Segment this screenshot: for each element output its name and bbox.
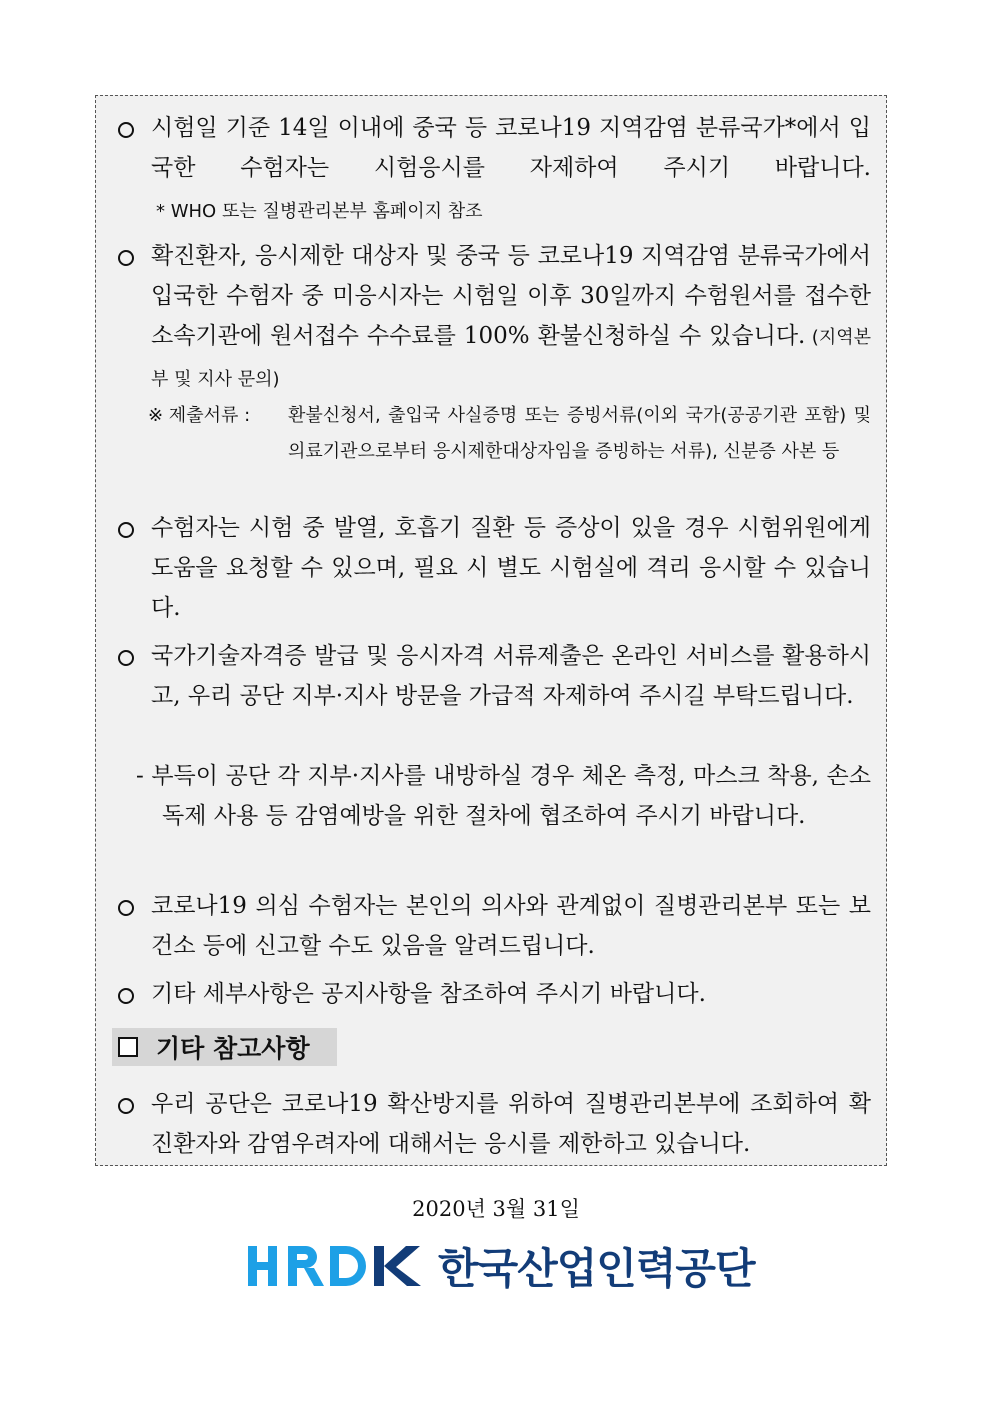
bullet-circle-icon: [118, 522, 134, 538]
submission-label: ※ 제출서류 :: [148, 405, 251, 426]
hrdk-logo-icon: [246, 1238, 424, 1294]
footnote: * WHO 또는 질병관리본부 홈페이지 참조: [156, 201, 483, 222]
square-icon: [118, 1037, 138, 1057]
notice-text: 코로나19 의심 수험자는 본인의 의사와 관계없이 질병관리본부 또는 보건소 등에 신고할 수도 있음을 알려드립니다.: [151, 893, 871, 959]
notice-paragraph: [151, 236, 871, 396]
notice-text: 확진환자, 응시제한 대상자 및 중국 등 코로나19 지역감염 분류국가에서 입국한 수험자 중 미응시자는 시험일 이후 30일까지 수험원서를 접수한 소속기관에 원서접수 수수료를 100% 환불신청하실 수 있습니다.: [151, 243, 871, 349]
visit-guideline: - 부득이 공단 각 지부·지사를 내방하실 경우 체온 측정, 마스크 착용, 손소독제 사용 등 감염예방을 위한 절차에 협조하여 주시기 바랍니다.: [136, 763, 871, 829]
bullet-circle-icon: [118, 650, 134, 666]
bullet-circle-icon: [118, 988, 134, 1004]
bullet-circle-icon: [118, 900, 134, 916]
section-heading-text: 기타 참고사항: [156, 1034, 310, 1063]
organization-name: 한국산업인력공단: [438, 1244, 755, 1293]
notice-suffix: (지역본부 및 지사 문의): [151, 327, 871, 390]
bullet-circle-icon: [118, 122, 134, 138]
notice-paragraph: [151, 108, 871, 188]
notice-paragraph: [151, 886, 871, 966]
notice-paragraph: [151, 508, 871, 628]
notice-text: 시험일 기준 14일 이내에 중국 등 코로나19 지역감염 분류국가*에서 입국한 수험자는 시험응시를 자제하여 주시기 바랍니다.: [151, 115, 871, 181]
notice-text: 수험자는 시험 중 발열, 호흡기 질환 등 증상이 있을 경우 시험위원에게 도움을 요청할 수 있으며, 필요 시 별도 시험실에 격리 응시할 수 있습니다.: [151, 515, 871, 621]
bullet-circle-icon: [118, 1098, 134, 1114]
notice-paragraph: [151, 1084, 871, 1164]
hrdk-logo: [246, 1238, 755, 1294]
bullet-circle-icon: [118, 250, 134, 266]
submission-text: 환불신청서, 출입국 사실증명 또는 증빙서류(이외 국가(공공기관 포함) 및 의료기관으로부터 응시제한대상자임을 증빙하는 서류), 신분증 사본 등: [288, 405, 871, 462]
notice-text: 국가기술자격증 발급 및 응시자격 서류제출은 온라인 서비스를 활용하시고, 우리 공단 지부·지사 방문을 가급적 자제하여 주시길 부탁드립니다.: [151, 643, 871, 709]
notice-text: 기타 세부사항은 공지사항을 참조하여 주시기 바랍니다.: [151, 981, 706, 1007]
notice-paragraph: [151, 636, 871, 756]
notice-paragraph: [151, 974, 871, 1014]
issue-date: 2020년 3월 31일: [412, 1197, 580, 1221]
section-heading: [112, 1028, 337, 1066]
notice-box: [95, 95, 887, 1166]
notice-text: 우리 공단은 코로나19 확산방지를 위하여 질병관리본부에 조회하여 확진환자와 감염우려자에 대해서는 응시를 제한하고 있습니다.: [151, 1091, 871, 1157]
